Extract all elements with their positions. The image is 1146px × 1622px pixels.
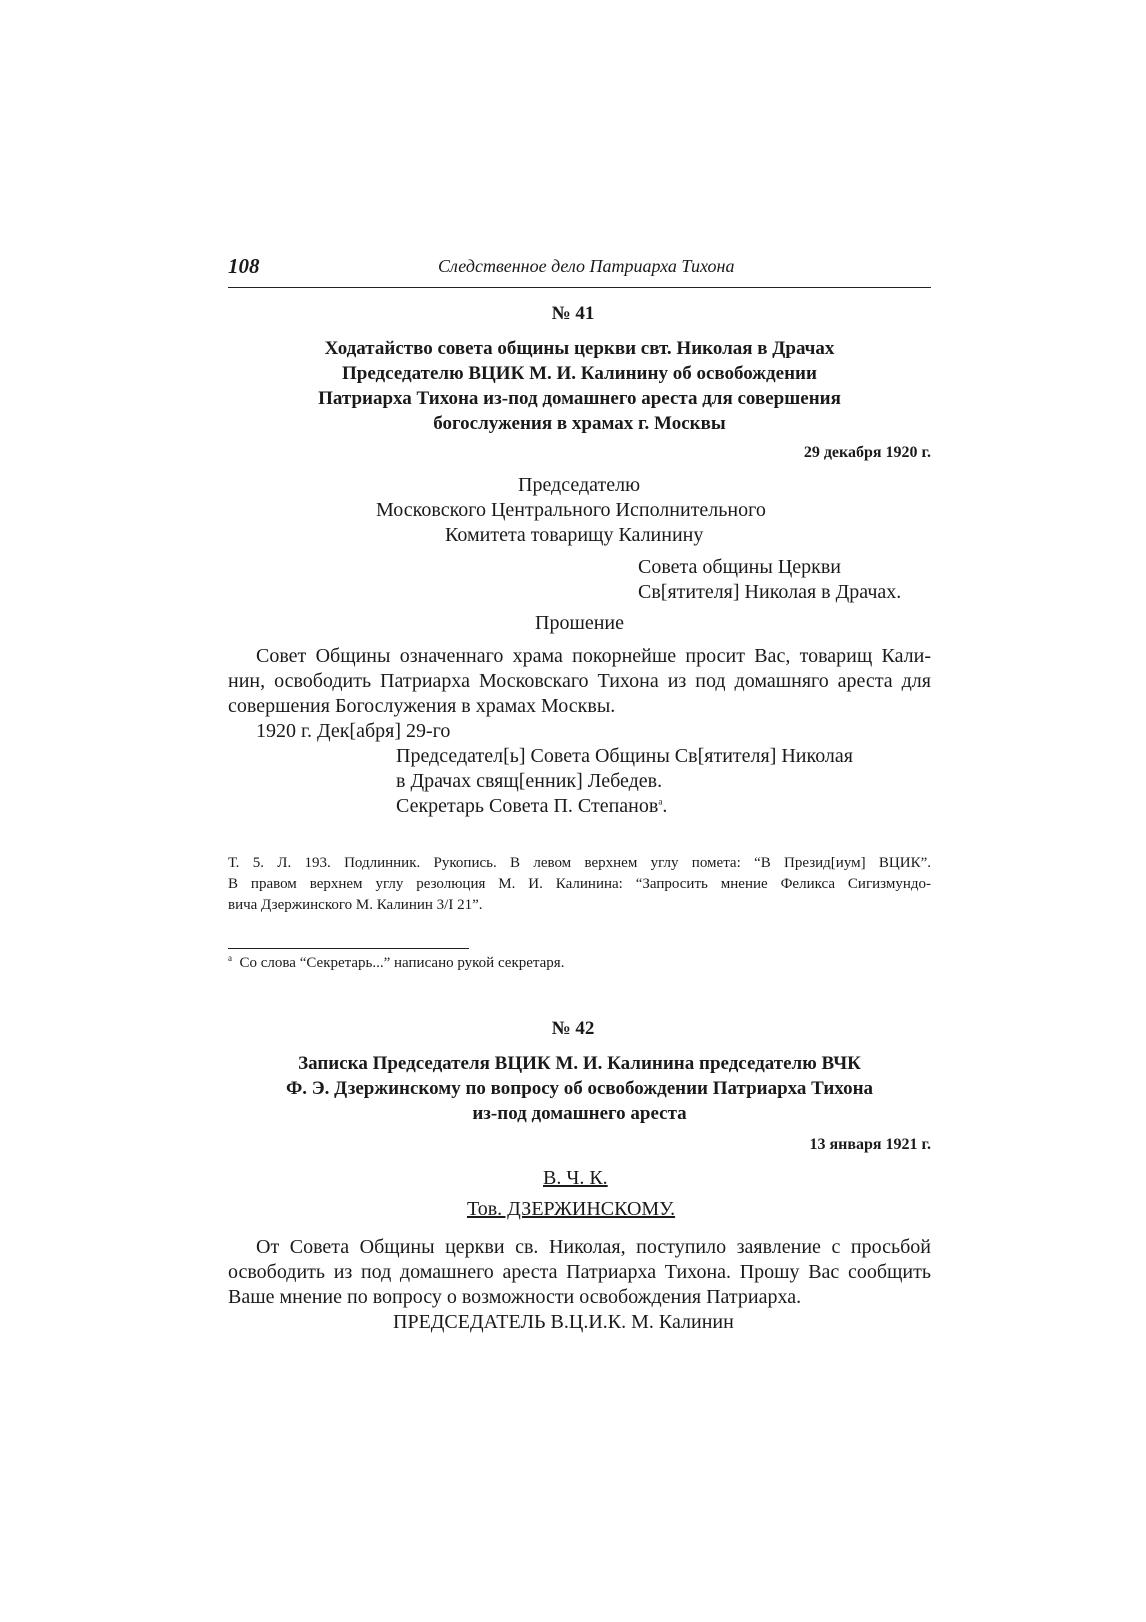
- doc41-title-line: Ходатайство совета общины церкви свт. Николая в Драчах: [324, 338, 835, 359]
- archive-note-line: В правом верхнем углу резолюция М. И. Калинина: “Запросить мнение Феликса Сигизмундо-: [228, 876, 931, 892]
- doc41-signature-secretary: Секретарь Совета П. Степанов: [396, 795, 659, 817]
- doc41-sender-line: Совета общины Церкви: [638, 556, 842, 578]
- doc41-number: № 41: [551, 303, 595, 324]
- doc42-org: В. Ч. К.: [543, 1167, 608, 1189]
- footnote-text: Со слова “Секретарь...” написано рукой секретаря.: [239, 955, 565, 971]
- doc41-date-line: 1920 г. Дек[абря] 29-го: [256, 720, 451, 742]
- footnote-rule: [228, 948, 469, 949]
- doc41-signature-line: Секретарь Совета П. Степанов$^а$.: [396, 795, 668, 817]
- doc41-body-line: нин, освободить Патриарха Московскаго Тихона из под домашняго ареста для: [228, 670, 931, 692]
- footnote-mark: а: [658, 796, 663, 807]
- doc41-heading: Прошение: [535, 612, 625, 634]
- page-number: 108: [228, 254, 260, 278]
- doc41-title: [228, 336, 931, 436]
- archive-note-line: вича Дзержинского М. Калинин 3/I 21”.: [228, 897, 483, 913]
- doc41-body-line: совершения Богослужения в храмах Москвы.: [228, 695, 616, 717]
- doc42-body-line: Ваше мнение по вопросу о возможности освобождения Патриарха.: [228, 1286, 802, 1308]
- footnote-mark: а: [228, 953, 232, 963]
- footnote: [228, 955, 564, 972]
- doc42-body-line: освободить из под домашнего ареста Патриарха Тихона. Прошу Вас сообщить: [228, 1261, 931, 1283]
- doc42-title-line: из-под домашнего ареста: [472, 1103, 687, 1124]
- doc41-title-line: богослужения в храмах г. Москвы: [433, 413, 726, 434]
- doc42-title-line: Ф. Э. Дзержинскому по вопросу об освобождении Патриарха Тихона: [285, 1078, 874, 1099]
- doc42-date: 13 января 1921 г.: [809, 1136, 931, 1153]
- doc41-date: 29 декабря 1920 г.: [803, 444, 931, 461]
- doc42-number: № 42: [551, 1018, 595, 1039]
- doc41-title-line: Председателю ВЦИК М. И. Калинину об освобождении: [342, 363, 817, 384]
- doc42-signature: ПРЕДСЕДАТЕЛЬ В.Ц.И.К. М. Калинин: [393, 1311, 734, 1333]
- doc42-recipient: Тов. ДЗЕРЖИНСКОМУ.: [467, 1198, 676, 1220]
- doc42-title-line: Записка Председателя ВЦИК М. И. Калинина председателю ВЧК: [298, 1053, 861, 1074]
- doc41-signature-line: Председател[ь] Совета Общины Св[ятителя] Николая: [396, 745, 853, 767]
- doc41-title-line: Патриарха Тихона из-под домашнего ареста для совершения: [318, 388, 841, 409]
- doc41-signature-line: в Драчах свящ[енник] Лебедев.: [396, 770, 663, 792]
- header-rule: [228, 287, 931, 288]
- doc41-addressee-line: Председателю: [518, 474, 641, 496]
- archive-note-line: Т. 5. Л. 193. Подлинник. Рукопись. В левом верхнем углу помета: “В Презид[иум] ВЦИК”.: [228, 855, 931, 871]
- doc41-addressee-line: Московского Центрального Исполнительного: [376, 499, 766, 521]
- doc41-sender-line: Св[ятителя] Николая в Драчах.: [638, 581, 902, 603]
- doc41-addressee-line: Комитета товарищу Калинину: [445, 524, 704, 546]
- doc41-body-line: Совет Общины означеннаго храма покорнейше просит Вас, товарищ Кали-: [256, 645, 931, 667]
- doc42-body-line: От Совета Общины церкви св. Николая, поступило заявление с просьбой: [256, 1236, 931, 1258]
- doc42-title: [228, 1051, 931, 1126]
- running-title: Следственное дело Патриарха Тихона: [438, 256, 735, 276]
